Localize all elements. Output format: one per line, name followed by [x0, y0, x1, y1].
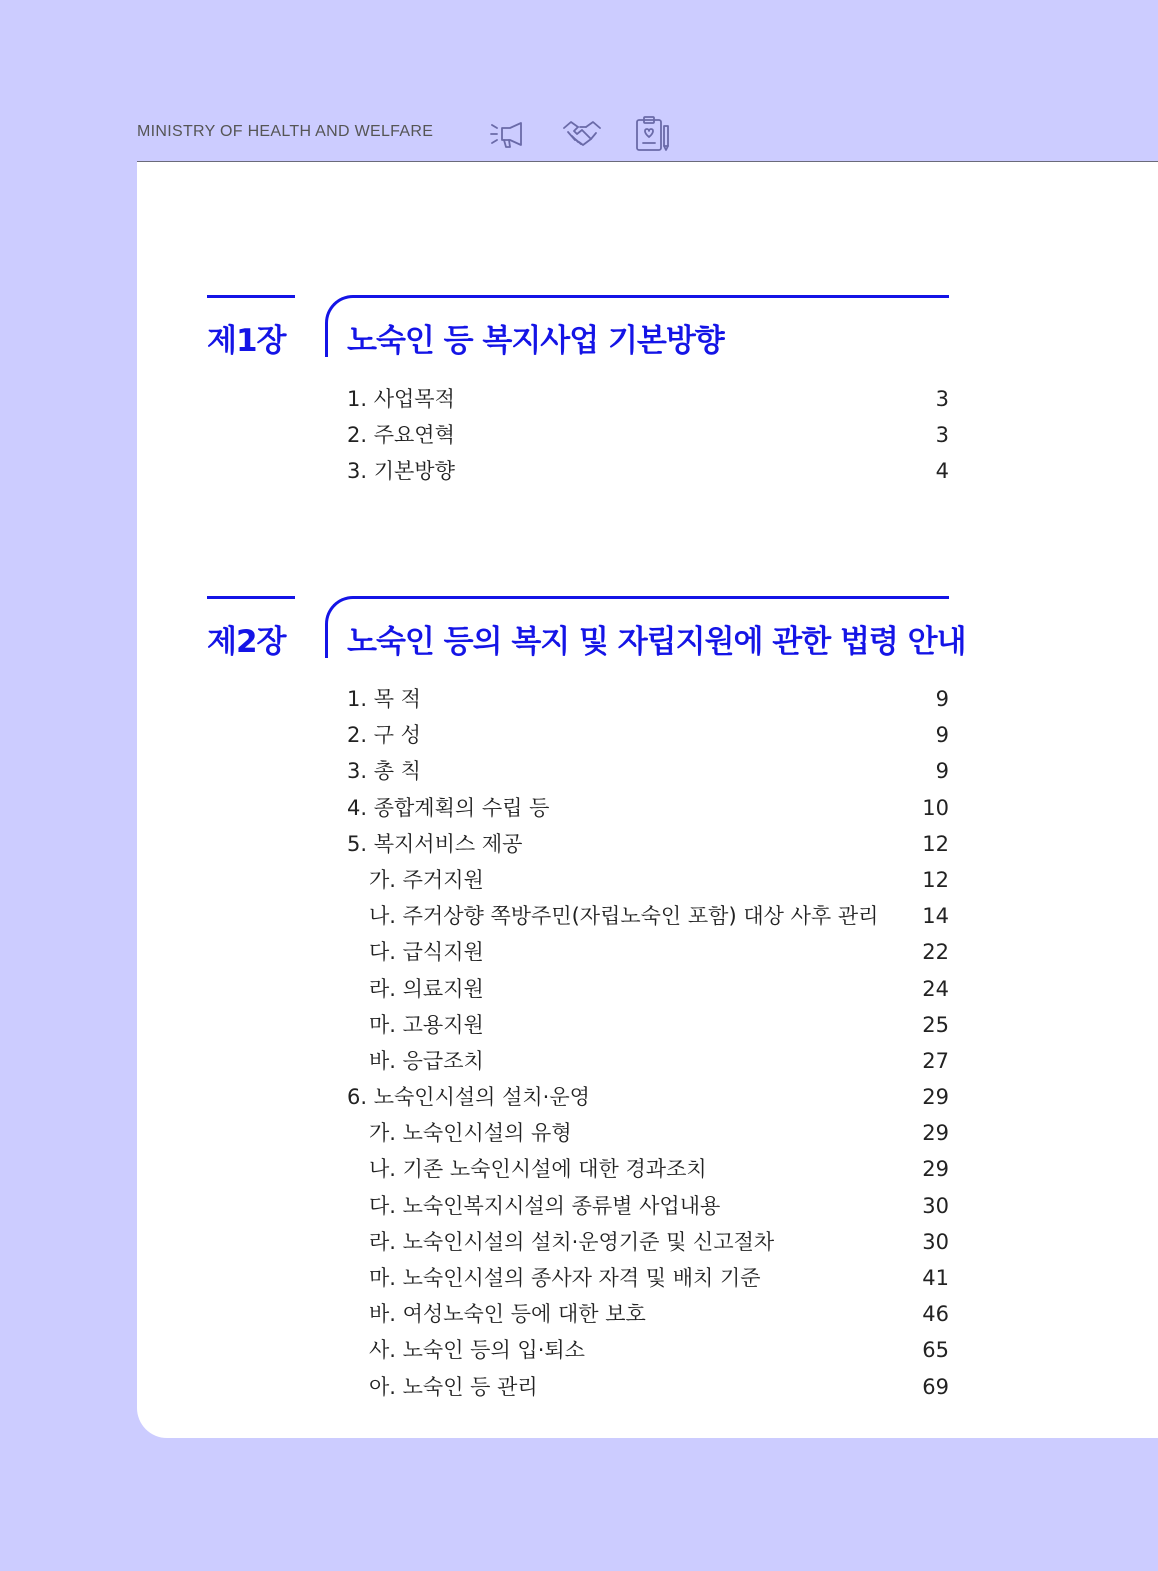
chapter-title: 노숙인 등의 복지 및 자립지원에 관한 법령 안내 [347, 624, 966, 660]
toc-entry[interactable] [347, 417, 949, 453]
toc-entry-text: 나. 주거상향 쪽방주민(자립노숙인 포함) 대상 사후 관리 [369, 904, 879, 929]
toc-page-number: 9 [935, 687, 949, 711]
toc-page-number: 24 [922, 976, 949, 1001]
toc-entry[interactable] [347, 717, 949, 753]
toc-entry-text: 4. 종합계획의 수립 등 [347, 795, 550, 820]
toc-page-number: 69 [922, 1374, 949, 1399]
toc-page-number: 10 [922, 795, 949, 820]
toc-subentry[interactable] [347, 1115, 949, 1151]
toc-subentry[interactable] [347, 1224, 949, 1260]
toc-page-number: 41 [922, 1266, 949, 1290]
toc-entry-text: 3. 기본방향 [347, 459, 455, 484]
toc-subentry[interactable] [347, 971, 949, 1007]
toc-entry-text: 가. 노숙인시설의 유형 [369, 1121, 572, 1146]
toc-page-number: 9 [935, 759, 949, 784]
toc-entry-text: 6. 노숙인시설의 설치·운영 [347, 1085, 590, 1110]
toc-subentry[interactable] [347, 934, 949, 970]
toc-subentry[interactable] [347, 1369, 949, 1405]
toc-page-number: 3 [935, 387, 949, 411]
toc-entry-text: 5. 복지서비스 제공 [347, 831, 523, 856]
toc-entry[interactable] [347, 453, 949, 489]
chapter-label: 제2장 [207, 624, 286, 660]
toc-page-number: 46 [922, 1302, 949, 1327]
toc-page-number: 22 [922, 940, 949, 965]
chapter-label: 제1장 [207, 323, 286, 359]
toc-entry[interactable] [347, 1079, 949, 1115]
toc-entry[interactable] [347, 826, 949, 862]
toc-subentry[interactable] [347, 898, 949, 934]
toc-entry-text: 아. 노숙인 등 관리 [369, 1374, 538, 1399]
toc-entry-text: 사. 노숙인 등의 입·퇴소 [369, 1338, 585, 1363]
toc-subentry[interactable] [347, 1296, 949, 1332]
toc-subentry[interactable] [347, 1043, 949, 1079]
chapter-title: 노숙인 등 복지사업 기본방향 [347, 323, 724, 359]
toc-entry-text: 다. 급식지원 [369, 940, 484, 965]
toc-page-number: 25 [922, 1012, 949, 1037]
handshake-icon [562, 114, 602, 154]
toc-entry-text: 다. 노숙인복지시설의 종류별 사업내용 [369, 1193, 721, 1218]
toc-list [347, 681, 949, 1405]
toc-entry-text: 라. 노숙인시설의 설치·운영기준 및 신고절차 [369, 1229, 775, 1254]
toc-page-number: 65 [922, 1338, 949, 1363]
toc-page-number: 12 [922, 867, 949, 892]
toc-subentry[interactable] [347, 1151, 949, 1187]
toc-page-number: 3 [935, 423, 949, 448]
toc-entry-text: 가. 주거지원 [369, 867, 484, 892]
toc-entry[interactable] [347, 681, 949, 717]
toc-page-number: 4 [935, 459, 949, 484]
toc-page-number: 29 [922, 1121, 949, 1146]
toc-entry-text: 2. 구 성 [347, 723, 421, 748]
toc-entry-text: 바. 응급조치 [369, 1048, 484, 1073]
toc-page-number: 29 [922, 1085, 949, 1110]
toc-entry-text: 1. 사업목적 [347, 387, 455, 411]
toc-entry-text: 3. 총 칙 [347, 759, 421, 784]
toc-subentry[interactable] [347, 1188, 949, 1224]
toc-subentry[interactable] [347, 1332, 949, 1368]
toc-entry-text: 1. 목 적 [347, 687, 421, 711]
megaphone-icon [488, 114, 528, 154]
toc-page-number: 12 [922, 831, 949, 856]
toc-entry[interactable] [347, 790, 949, 826]
toc-subentry[interactable] [347, 1007, 949, 1043]
toc-page-number: 30 [922, 1229, 949, 1254]
toc-entry-text: 라. 의료지원 [369, 976, 484, 1001]
toc-entry-text: 마. 고용지원 [369, 1012, 484, 1037]
toc-page-number: 29 [922, 1157, 949, 1182]
chapter-label-rule [207, 596, 295, 599]
toc-list [347, 381, 949, 490]
toc-entry-text: 나. 기존 노숙인시설에 대한 경과조치 [369, 1157, 707, 1182]
toc-subentry[interactable] [347, 1260, 949, 1296]
toc-entry[interactable] [347, 753, 949, 789]
toc-entry-text: 바. 여성노숙인 등에 대한 보호 [369, 1302, 646, 1327]
toc-entry-text: 마. 노숙인시설의 종사자 자격 및 배치 기준 [369, 1266, 761, 1290]
toc-page-number: 27 [922, 1048, 949, 1073]
toc-subentry[interactable] [347, 862, 949, 898]
ministry-name: MINISTRY OF HEALTH AND WELFARE [137, 123, 434, 140]
clipboard-heart-icon [632, 114, 672, 154]
toc-entry[interactable] [347, 381, 949, 417]
chapter-label-rule [207, 295, 295, 298]
toc-entry-text: 2. 주요연혁 [347, 423, 455, 448]
toc-page-number: 9 [935, 723, 949, 748]
toc-page-number: 30 [922, 1193, 949, 1218]
toc-page-number: 14 [922, 904, 949, 929]
